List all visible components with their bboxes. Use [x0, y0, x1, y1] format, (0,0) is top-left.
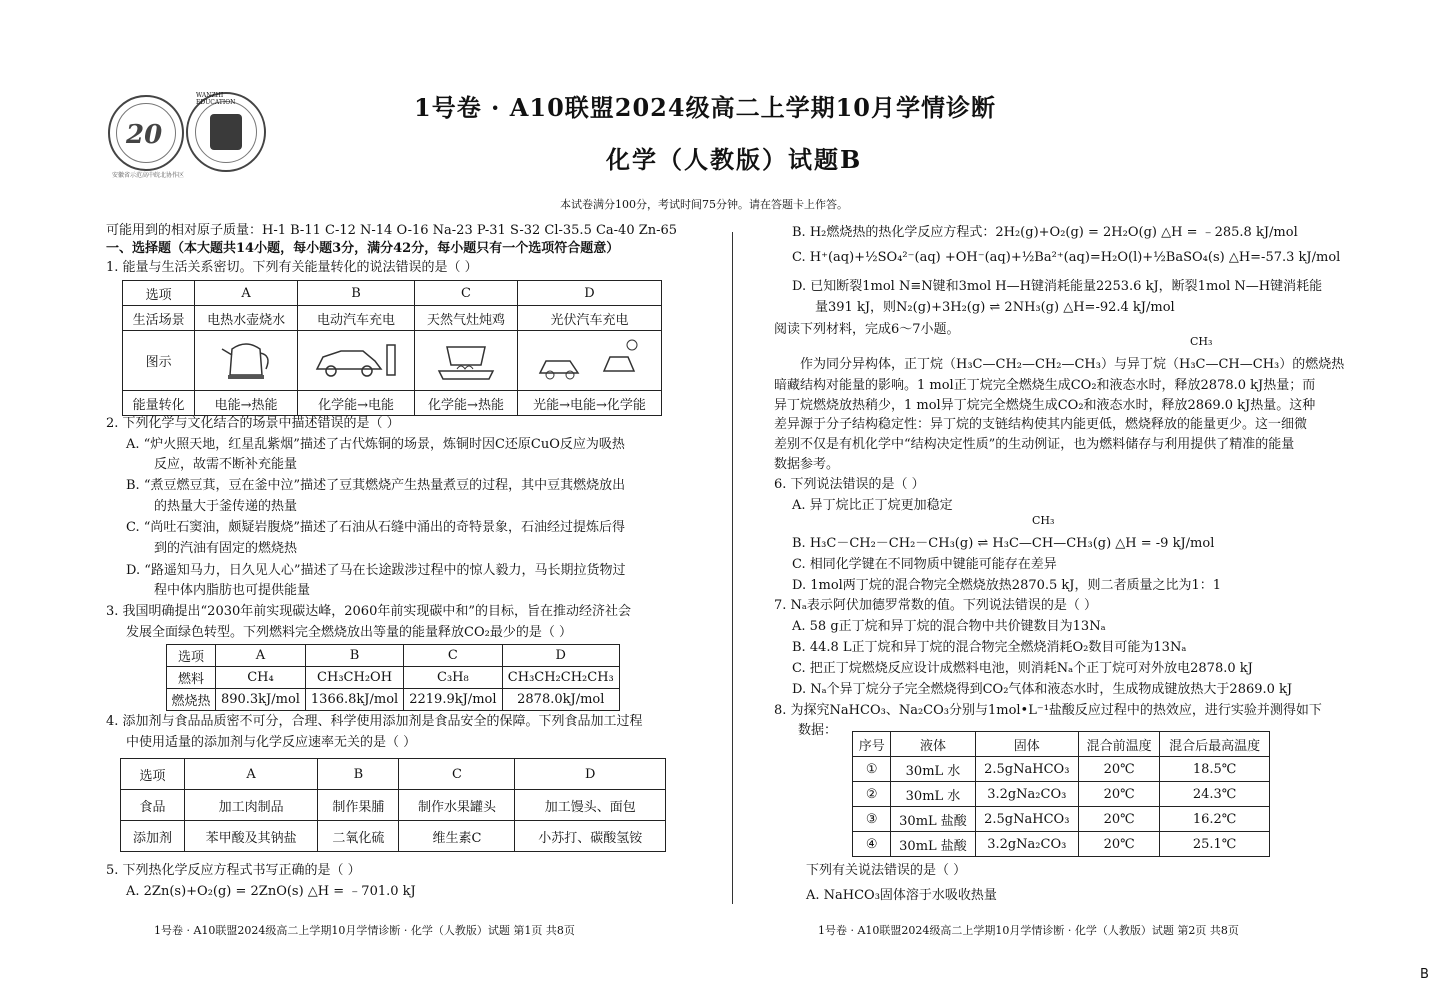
q8-cell: 2.5gNaHCO₃: [975, 807, 1078, 832]
isobutane-ch3-label: CH₃: [1190, 335, 1213, 348]
q4-food-0: 食品: [121, 790, 185, 821]
q2-option-c-cont: 到的汽油有固定的燃烧热: [154, 541, 298, 556]
q8-cell: 20℃: [1079, 782, 1160, 807]
q8-prompt: 下列有关说法错误的是（ ）: [806, 863, 967, 878]
q1-scene-1: 电热水壶烧水: [195, 306, 298, 331]
q4-additive-4: 小苏打、碳酸氢铵: [515, 821, 666, 852]
table-row: [853, 782, 1270, 807]
q8-cell: 20℃: [1079, 807, 1160, 832]
q3-fuel-0: 燃料: [167, 667, 216, 689]
q2-option-a-cont: 反应，故需不断补充能量: [154, 457, 298, 472]
q3-fuel-2: CH₃CH₂OH: [305, 667, 403, 689]
q2-option-b: B. “煮豆燃豆萁，豆在釜中泣”描述了豆萁燃烧产生热量煮豆的过程，其中豆萁燃烧放出: [126, 478, 626, 493]
q2-option-a: A. “炉火照天地，红星乱紫烟”描述了古代炼铜的场景，炼铜时因C还原CuO反应为吸热: [126, 437, 625, 452]
q3-head-2: B: [305, 645, 403, 667]
q6-option-d: D. 1mol两丁烷的混合物完全燃烧放热2870.5 kJ，则二者质量之比为1：1: [792, 578, 1222, 593]
passage-line-4: 差异源于分子结构稳定性：异丁烷的支链结构使其内能更低，燃烧释放的能量更少。这一细微: [774, 417, 1308, 432]
q8-cell: 16.2℃: [1160, 807, 1270, 832]
passage-line-2: 暗藏结构对能量的影响。1 mol正丁烷完全燃烧生成CO₂和液态水时，释放2878.0 kJ热量；而: [774, 378, 1316, 393]
alliance-logo: [108, 95, 184, 171]
q8-cell: 3.2gNa₂CO₃: [975, 782, 1078, 807]
q8-head-0: 序号: [853, 732, 891, 757]
q1-scene-3: 天然气灶炖鸡: [415, 306, 518, 331]
q3-heat-1: 890.3kJ/mol: [216, 689, 306, 711]
gas-stove-icon: [415, 331, 518, 391]
q1-head-1: A: [195, 281, 298, 306]
q2-option-d: D. “路遥知马力，日久见人心”描述了马在长途跋涉过程中的惊人毅力，马长期拉货物过: [126, 563, 626, 578]
q4-table: [120, 758, 666, 852]
logo-left-text: 安徽省示范高中皖北协作区: [112, 172, 185, 179]
q8-cell: 20℃: [1079, 757, 1160, 782]
q2-option-c: C. “尚吐石窦油，颇疑岩腹烧”描述了石油从石缝中涌出的奇特景象，石油经过提炼后得: [126, 520, 626, 535]
q8-cell: ③: [853, 807, 891, 832]
q2-option-b-cont: 的热量大于釜传递的热量: [154, 499, 298, 514]
q3-table: [166, 644, 620, 711]
kettle-icon: [195, 331, 298, 391]
question-4-cont: 中使用适量的添加剂与化学反应速率无关的是（ ）: [126, 735, 417, 750]
exam-title: 1号卷 · A10联盟2024级高二上学期10月学情诊断: [414, 93, 996, 122]
q4-food-3: 制作水果罐头: [399, 790, 515, 821]
q1-energy-2: 化学能→电能: [298, 391, 415, 416]
q8-head-3: 混合前温度: [1079, 732, 1160, 757]
svg-text:20: 20: [126, 120, 163, 150]
q4-food-1: 加工肉制品: [184, 790, 317, 821]
q1-energy-4: 光能→电能→化学能: [517, 391, 661, 416]
q4-food-2: 制作果脯: [318, 790, 399, 821]
q3-head-1: A: [216, 645, 306, 667]
question-6: 6. 下列说法错误的是（ ）: [774, 477, 925, 492]
q1-head-3: C: [415, 281, 518, 306]
q4-additive-2: 二氧化硫: [318, 821, 399, 852]
q1-table: [122, 280, 662, 416]
q4-head-3: C: [399, 759, 515, 790]
q1-energy-1: 电能→热能: [195, 391, 298, 416]
q8-cell: 30mL 水: [891, 782, 975, 807]
wanzhi-logo: [186, 92, 266, 172]
q8-cell: 20℃: [1079, 832, 1160, 857]
q4-head-0: 选项: [121, 759, 185, 790]
q4-head-2: B: [318, 759, 399, 790]
q3-fuel-1: CH₄: [216, 667, 306, 689]
q8-option-a: A. NaHCO₃固体溶于水吸收热量: [806, 888, 997, 903]
electric-car-icon: [298, 331, 415, 391]
wanzhi-logo-center-icon: [210, 114, 242, 150]
q8-head-4: 混合后最高温度: [1160, 732, 1270, 757]
q7-option-c: C. 把正丁烷燃烧反应设计成燃料电池，则消耗Nₐ个正丁烷可对外放电2878.0 kJ: [792, 661, 1253, 676]
q1-scene-0: 生活场景: [123, 306, 195, 331]
logo-right-text: WANZHI EDUCATION: [196, 92, 236, 106]
q4-food-4: 加工馒头、面包: [515, 790, 666, 821]
footer-right: 1号卷 · A10联盟2024级高二上学期10月学情诊断 · 化学（人教版）试题 第2页 共8页: [818, 924, 1239, 937]
q8-cell: 3.2gNa₂CO₃: [975, 832, 1078, 857]
q7-option-b: B. 44.8 L正丁烷和异丁烷的混合物完全燃烧消耗O₂数目可能为13Nₐ: [792, 640, 1187, 655]
question-8-cont: 数据：: [798, 723, 838, 738]
version-corner-label: B: [1420, 967, 1429, 982]
q1-energy-3: 化学能→热能: [415, 391, 518, 416]
q8-table: [852, 731, 1270, 857]
q8-head-1: 液体: [891, 732, 975, 757]
q8-cell: 30mL 水: [891, 757, 975, 782]
passage-line-5: 差别不仅是有机化学中“结构决定性质”的生动例证，也为燃料储存与利用提供了精准的能量: [774, 437, 1295, 452]
question-4: 4. 添加剂与食品品质密不可分，合理、科学使用添加剂是食品安全的保障。下列食品加工过程: [106, 714, 643, 729]
q3-head-0: 选项: [167, 645, 216, 667]
q1-scene-4: 光伏汽车充电: [517, 306, 661, 331]
q3-heat-0: 燃烧热: [167, 689, 216, 711]
table-row: [853, 832, 1270, 857]
q8-cell: ④: [853, 832, 891, 857]
q3-head-3: C: [404, 645, 502, 667]
q4-additive-3: 维生素C: [399, 821, 515, 852]
question-3-cont: 发展全面绿色转型。下列燃料完全燃烧放出等量的能量释放CO₂最少的是（ ）: [126, 625, 572, 640]
q8-cell: 30mL 盐酸: [891, 807, 975, 832]
q6-option-c: C. 相同化学键在不同物质中键能可能存在差异: [792, 557, 1057, 572]
atomic-masses: 可能用到的相对原子质量：H-1 B-11 C-12 N-14 O-16 Na-23 P-31 S-32 Cl-35.5 Ca-40 Zn-65: [106, 223, 678, 238]
q3-fuel-3: C₃H₈: [404, 667, 502, 689]
table-row: [853, 757, 1270, 782]
q8-cell: 2.5gNaHCO₃: [975, 757, 1078, 782]
passage-line-6: 数据参考。: [774, 457, 840, 472]
footer-left: 1号卷 · A10联盟2024级高二上学期10月学情诊断 · 化学（人教版）试题 第1页 共8页: [154, 924, 575, 937]
q4-additive-1: 苯甲酸及其钠盐: [184, 821, 317, 852]
subject-title: 化学（人教版）试题B: [606, 145, 863, 174]
question-8: 8. 为探究NaHCO₃、Na₂CO₃分别与1mol•L⁻¹盐酸反应过程中的热效应，进行实验并测得如下: [774, 703, 1322, 718]
question-3: 3. 我国明确提出“2030年前实现碳达峰，2060年前实现碳中和”的目标，旨在推动经济社会: [106, 604, 631, 619]
q2-option-d-cont: 程中体内脂肪也可提供能量: [154, 583, 311, 598]
q1-image-label: 图示: [123, 331, 195, 391]
question-7: 7. Nₐ表示阿伏加德罗常数的值。下列说法错误的是（ ）: [774, 598, 1098, 613]
q4-head-1: A: [184, 759, 317, 790]
passage-line-3: 异丁烷燃烧放热稍少，1 mol异丁烷完全燃烧生成CO₂和液态水时，释放2869.0 kJ热量。这种: [774, 398, 1316, 413]
q8-cell: 25.1℃: [1160, 832, 1270, 857]
q3-heat-4: 2878.0kJ/mol: [502, 689, 619, 711]
q3-fuel-4: CH₃CH₂CH₂CH₃: [502, 667, 619, 689]
q8-cell: ②: [853, 782, 891, 807]
q3-head-4: D: [502, 645, 619, 667]
exam-note: 本试卷满分100分，考试时间75分钟。请在答题卡上作答。: [560, 198, 848, 211]
q1-head-0: 选项: [123, 281, 195, 306]
q6-option-a: A. 异丁烷比正丁烷更加稳定: [792, 498, 953, 513]
question-5: 5. 下列热化学反应方程式书写正确的是（ ）: [106, 863, 361, 878]
q8-cell: 30mL 盐酸: [891, 832, 975, 857]
q1-scene-2: 电动汽车充电: [298, 306, 415, 331]
q8-cell: ①: [853, 757, 891, 782]
section-heading: 一、选择题（本大题共14小题，每小题3分，满分42分，每小题只有一个选项符合题意）: [106, 241, 620, 256]
q4-head-4: D: [515, 759, 666, 790]
q8-cell: 18.5℃: [1160, 757, 1270, 782]
q8-cell: 24.3℃: [1160, 782, 1270, 807]
a10-logo-icon: [124, 115, 168, 151]
q5-option-d-cont: 量391 kJ，则N₂(g)+3H₂(g) ⇌ 2NH₃(g) △H=-92.4 kJ/mol: [815, 300, 1175, 315]
q4-additive-0: 添加剂: [121, 821, 185, 852]
question-1: 1. 能量与生活关系密切。下列有关能量转化的说法错误的是（ ）: [106, 260, 478, 275]
q7-option-d: D. Nₐ个异丁烷分子完全燃烧得到CO₂气体和液态水时，生成物成键放热大于2869.0 kJ: [792, 682, 1293, 697]
q1-head-2: B: [298, 281, 415, 306]
q5-option-c: C. H⁺(aq)+½SO₄²⁻(aq) +OH⁻(aq)+½Ba²⁺(aq)=H₂O(l)+½BaSO₄(s) △H=-57.3 kJ/mol: [792, 250, 1341, 265]
q8-head-2: 固体: [975, 732, 1078, 757]
q6-option-b: B. H₃C－CH₂－CH₂－CH₃(g) ⇌ H₃C—CH—CH₃(g) △H = -9 kJ/mol: [792, 536, 1215, 551]
q1-energy-0: 能量转化: [123, 391, 195, 416]
q5-option-b: B. H₂燃烧热的热化学反应方程式：2H₂(g)+O₂(g) = 2H₂O(g) △H = ﹣285.8 kJ/mol: [792, 225, 1298, 240]
table-row: [853, 807, 1270, 832]
question-2: 2. 下列化学与文化结合的场景中描述错误的是（ ）: [106, 416, 400, 431]
q6-ch3-label: CH₃: [1032, 514, 1055, 527]
q3-heat-3: 2219.9kJ/mol: [404, 689, 502, 711]
q3-heat-2: 1366.8kJ/mol: [305, 689, 403, 711]
q5-option-d: D. 已知断裂1mol N≡N键和3mol H—H键消耗能量2253.6 kJ，断裂1mol N—H键消耗能: [792, 279, 1323, 294]
column-divider: [732, 232, 733, 904]
passage-line-1: 作为同分异构体，正丁烷（H₃C—CH₂—CH₂—CH₃）与异丁烷（H₃C—CH—CH₃）的燃烧热: [800, 357, 1345, 372]
q1-head-4: D: [517, 281, 661, 306]
q7-option-a: A. 58 g正丁烷和异丁烷的混合物中共价键数目为13Nₐ: [792, 619, 1106, 634]
solar-charging-icon: [517, 331, 661, 391]
reading-intro: 阅读下列材料，完成6～7小题。: [774, 322, 960, 337]
q5-option-a: A. 2Zn(s)+O₂(g) = 2ZnO(s) △H = ﹣701.0 kJ: [126, 884, 416, 899]
